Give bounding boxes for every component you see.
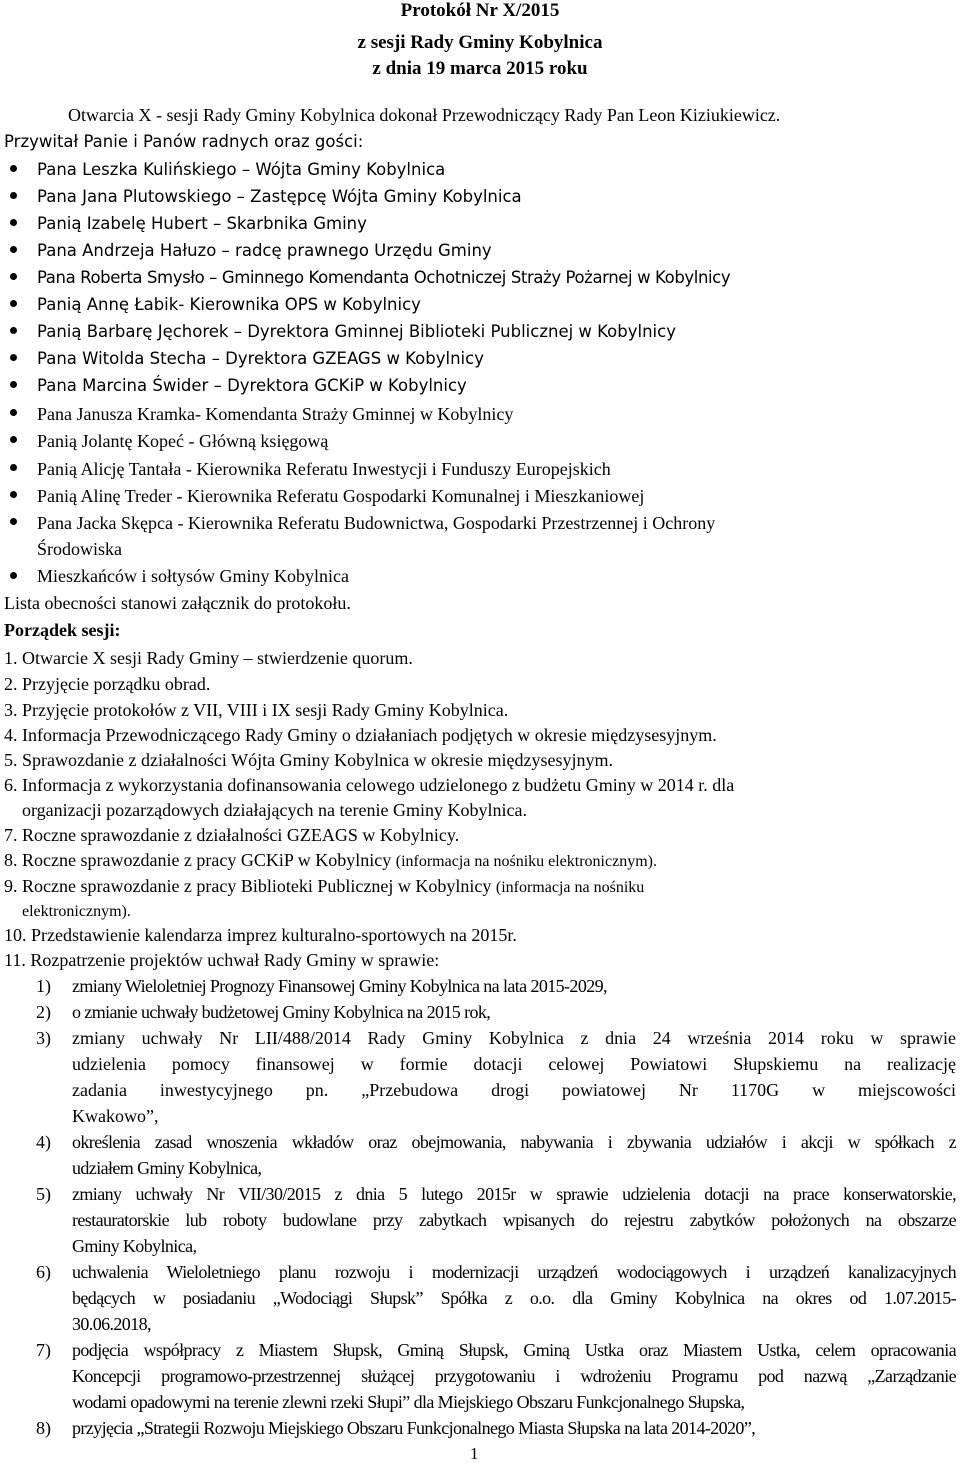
agenda-heading: Porządek sesji:: [4, 620, 121, 640]
bullet-icon: [10, 354, 17, 361]
guest-item: Pana Marcina Świder – Dyrektora GCKiP w Kobylnicy: [37, 376, 467, 395]
bullet-icon: [10, 165, 17, 172]
resolution-text: zadania inwestycyjnego pn. „Przebudowa drogi powiatowej Nr 1170G w miejscowości: [72, 1080, 956, 1100]
guest-item: Panią Alinę Treder - Kierownika Referatu Gospodarki Komunalnej i Mieszkaniowej: [37, 486, 645, 506]
guest-item: Pana Andrzeja Hałuzo – radcę prawnego Urzędu Gminy: [37, 241, 492, 260]
resolution-number: 4): [36, 1132, 51, 1152]
resolution-text: podjęcia współpracy z Miastem Słupsk, Gminą Słupsk, Gminą Ustka oraz Miastem Ustka, celem opracowania: [72, 1340, 956, 1360]
greeting-line: Przywitał Panie i Panów radnych oraz gości:: [4, 132, 364, 151]
bullet-icon: [10, 327, 17, 334]
agenda-item-note: (informacja na nośniku: [495, 879, 645, 896]
guest-item: Mieszkańców i sołtysów Gminy Kobylnica: [37, 566, 349, 586]
resolution-text: Gminy Kobylnica,: [72, 1236, 197, 1256]
agenda-item: [4, 873, 644, 901]
resolution-text: udzielenia pomocy finansowej w formie dotacji celowej Powiatowi Słupskiemu na realizację: [72, 1054, 956, 1074]
guest-item: Panią Barbarę Jęchorek – Dyrektora Gminnej Biblioteki Publicznej w Kobylnicy: [37, 322, 676, 341]
agenda-item: 7. Roczne sprawozdanie z działalności GZEAGS w Kobylnicy.: [4, 825, 460, 845]
guest-item: Panią Jolantę Kopeć - Główną księgową: [37, 431, 329, 451]
agenda-item: [4, 847, 657, 875]
resolution-number: 8): [36, 1418, 51, 1438]
agenda-item-title: 8. Roczne sprawozdanie z pracy GCKiP w Kobylnicy: [4, 850, 392, 870]
bullet-icon: [10, 518, 17, 525]
guest-item: Pana Leszka Kulińskiego – Wójta Gminy Kobylnica: [37, 160, 446, 179]
document-subtitle-session: z sesji Rady Gminy Kobylnica: [357, 32, 603, 53]
resolution-number: 5): [36, 1184, 51, 1204]
guest-item: Pana Jacka Skępca - Kierownika Referatu Budownictwa, Gospodarki Przestrzennej i Ochrony: [37, 513, 716, 533]
agenda-item: 4. Informacja Przewodniczącego Rady Gminy o działaniach podjętych w okresie międzysesyjnym.: [4, 725, 717, 745]
bullet-icon: [10, 381, 17, 388]
agenda-item: 11. Rozpatrzenie projektów uchwał Rady Gminy w sprawie:: [4, 950, 440, 970]
resolution-number: 7): [36, 1340, 51, 1360]
bullet-icon: [10, 192, 17, 199]
document-title: Protokół Nr X/2015: [400, 0, 560, 21]
resolution-text: o zmianie uchwały budżetowej Gminy Kobylnica na 2015 rok,: [72, 1002, 491, 1022]
resolution-text: restauratorskie lub roboty budowlane przy zabytkach wpisanych do rejestru zabytków położonych na obszarze: [72, 1210, 956, 1230]
bullet-icon: [10, 273, 17, 280]
resolution-text: zmiany uchwały Nr VII/30/2015 z dnia 5 lutego 2015r w sprawie udzielenia dotacji na prace konserwatorskie,: [72, 1184, 956, 1204]
resolution-text: 30.06.2018,: [72, 1314, 151, 1334]
agenda-item: 3. Przyjęcie protokołów z VII, VIII i IX sesji Rady Gminy Kobylnica.: [4, 700, 509, 720]
bullet-icon: [10, 464, 17, 471]
resolution-text: określenia zasad wnoszenia wkładów oraz obejmowania, nabywania i zbywania udziałów i akcji w spółkach z: [72, 1132, 956, 1152]
page-number: 1: [470, 1444, 479, 1463]
resolution-text: udziałem Gminy Kobylnica,: [72, 1158, 262, 1178]
guest-item: Panią Annę Łabik- Kierownika OPS w Kobylnicy: [37, 295, 421, 314]
bullet-icon: [10, 436, 17, 443]
guest-item: Pana Witolda Stecha – Dyrektora GZEAGS w Kobylnicy: [37, 349, 484, 368]
bullet-icon: [10, 300, 17, 307]
agenda-item-continuation: organizacji pozarządowych działających na terenie Gminy Kobylnica.: [22, 800, 527, 820]
resolution-text: przyjęcia „Strategii Rozwoju Miejskiego Obszaru Funkcjonalnego Miasta Słupska na lata 2014-2020”,: [72, 1418, 756, 1438]
agenda-item: 1. Otwarcie X sesji Rady Gminy – stwierdzenie quorum.: [4, 648, 413, 668]
resolution-text: Koncepcji programowo-przestrzennej służącej przygotowaniu i wdrożeniu Programu pod nazwą „Zarządzanie: [72, 1366, 956, 1386]
bullet-icon: [10, 409, 17, 416]
document-subtitle-date: z dnia 19 marca 2015 roku: [372, 58, 588, 79]
agenda-item: 5. Sprawozdanie z działalności Wójta Gminy Kobylnica w okresie międzysesyjnym.: [4, 750, 614, 770]
attendance-note: Lista obecności stanowi załącznik do protokołu.: [4, 593, 351, 613]
agenda-item-continuation: elektronicznym).: [22, 903, 131, 920]
bullet-icon: [10, 572, 17, 579]
bullet-icon: [10, 219, 17, 226]
guest-item: Panią Alicję Tantała - Kierownika Referatu Inwestycji i Funduszy Europejskich: [37, 459, 611, 479]
resolution-number: 1): [36, 976, 51, 996]
bullet-icon: [10, 246, 17, 253]
resolution-text: będących w posiadaniu „Wodociągi Słupsk” Spółka z o.o. dla Gminy Kobylnica na okres od 1.07.2015-: [72, 1288, 956, 1308]
guest-item: Pana Roberta Smysło – Gminnego Komendanta Ochotniczej Straży Pożarnej w Kobylnicy: [37, 268, 731, 287]
resolution-text: uchwalenia Wieloletniego planu rozwoju i modernizacji urządzeń wodociągowych i urządzeń kanalizacyjnych: [72, 1262, 956, 1282]
resolution-number: 6): [36, 1262, 51, 1282]
agenda-item: 2. Przyjęcie porządku obrad.: [4, 674, 211, 694]
resolution-text: zmiany uchwały Nr LII/488/2014 Rady Gminy Kobylnica z dnia 24 września 2014 roku w sprawie: [72, 1028, 956, 1048]
guest-item: Pana Janusza Kramka- Komendanta Straży Gminnej w Kobylnicy: [37, 404, 514, 424]
bullet-icon: [10, 491, 17, 498]
guest-item: Pana Jana Plutowskiego – Zastępcę Wójta Gminy Kobylnica: [37, 187, 522, 206]
resolution-text: Kwakowo”,: [72, 1106, 159, 1126]
agenda-item: 10. Przedstawienie kalendarza imprez kulturalno-sportowych na 2015r.: [4, 925, 517, 945]
resolution-text: wodami opadowymi na terenie zlewni rzeki Słupi” dla Miejskiego Obszaru Funkcjonalnego Słupska,: [72, 1392, 745, 1412]
agenda-item-note: (informacja na nośniku elektronicznym).: [395, 853, 657, 870]
intro-paragraph: Otwarcia X - sesji Rady Gminy Kobylnica dokonał Przewodniczący Rady Pan Leon Kiziukiewicz.: [68, 105, 781, 125]
guest-item: Panią Izabelę Hubert – Skarbnika Gminy: [37, 214, 367, 233]
resolution-text: zmiany Wieloletniej Prognozy Finansowej Gminy Kobylnica na lata 2015-2029,: [72, 976, 607, 996]
guest-item-continuation: Środowiska: [37, 539, 122, 559]
resolution-number: 2): [36, 1002, 51, 1022]
agenda-item-title: 9. Roczne sprawozdanie z pracy Biblioteki Publicznej w Kobylnicy: [4, 876, 492, 896]
resolution-number: 3): [36, 1028, 51, 1048]
agenda-item: 6. Informacja z wykorzystania dofinansowania celowego udzielonego z budżetu Gminy w 2014 r. dla: [4, 775, 735, 795]
